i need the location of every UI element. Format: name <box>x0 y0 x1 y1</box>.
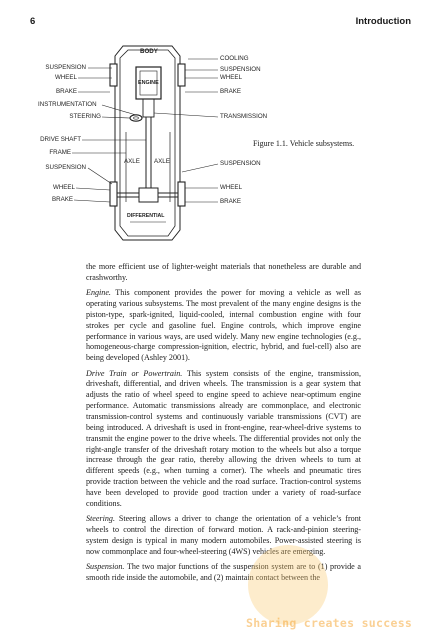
front-left-wheel <box>110 64 117 86</box>
label-axle-right: AXLE <box>154 158 170 165</box>
paragraph-lead: Steering. <box>86 514 115 524</box>
label-body: BODY <box>140 48 158 55</box>
figure-caption: Figure 1.1. Vehicle subsystems. <box>253 139 355 148</box>
transmission-box <box>143 99 154 117</box>
label-frame: FRAME <box>49 149 71 156</box>
paragraph-lead: Engine. <box>86 288 111 298</box>
page-number: 6 <box>30 16 36 27</box>
watermark-text: Sharing creates success <box>246 616 413 630</box>
label-brake-front-right: BRAKE <box>220 88 241 95</box>
paragraph-drive-train: Drive Train or Powertrain. This system consists of the engine, transmission, driveshaft, differential, and driven wheels. The transmission is a gear system that adjusts the ratio of wheel speed to engine speed to achieve near-optimum engine performance. Automatic transmissions already are commonplace, and electronic transmission-control systems and continuously variable transmissions (CVT) are being introduced. A driveshaft is used in front-engine, rear-wheel-drive systems to transmit the engine power to the drive wheels. The differential provides not only the right-angle transfer of the driveshaft rotary motion to the wheels but also a torque increase through the gear ratio, thereby allowing the driven wheels to turn at different speeds (e.g., when turning a corner). The wheels and pneumatic tires provide traction between the vehicle and the road surface. Traction-control systems have been developed to provide good traction under a variety of road-surface conditions. <box>86 368 361 508</box>
label-brake-rear-left: BRAKE <box>52 196 73 203</box>
paragraph-steering: Steering. Steering allows a driver to change the orientation of a vehicle’s front wheels to control the direction of forward motion. A rack-and-pinion steering-system design is typical in many modern automobiles. Power-assisted steering is now commonplace and four-wheel-steering (4WS) vehicles are emerging. <box>86 514 361 556</box>
paragraph-suspension: Suspension. The two major functions of the suspension system are to (1) provide a smooth ride inside the automobile, and (2) maintain contact between the <box>86 561 361 582</box>
label-brake-front-left: BRAKE <box>56 88 77 95</box>
label-suspension-front-left: SUSPENSION <box>45 64 86 71</box>
label-wheel-front-left: WHEEL <box>54 74 77 81</box>
body-text <box>86 262 361 588</box>
rear-left-wheel <box>110 182 117 206</box>
paragraph-engine: Engine. This component provides the power for moving a vehicle as well as operating various subsystems. The most prevalent of the many engine designs is the piston-type, spark-ignited, liquid-cooled, internal combustion engine with four strokes per cycle and gasoline fuel. Engine controls, which improve engine performance in various ways, are used widely. Many new engine technologies (e.g., homogeneous-charge compression-ignition, electric, hybrid, and fuel-cell) also are being developed (Ashley 2001). <box>86 288 361 363</box>
steering-wheel <box>130 115 142 121</box>
label-drive-shaft: DRIVE SHAFT <box>40 136 81 143</box>
label-suspension-rear-left: SUSPENSION <box>45 164 86 171</box>
paragraph: the more efficient use of lighter-weight materials that nonetheless are durable and crashworthy. <box>86 262 361 282</box>
label-wheel-rear-right: WHEEL <box>220 184 243 191</box>
chapter-title: Introduction <box>355 16 411 27</box>
differential-box <box>139 188 158 202</box>
paragraph-lead: Drive Train or Powertrain. <box>86 368 183 378</box>
label-axle-left: AXLE <box>124 158 140 165</box>
vehicle-subsystems-figure <box>30 22 280 254</box>
watermark-logo <box>248 545 328 625</box>
label-instrumentation: INSTRUMENTATION <box>38 101 97 108</box>
label-differential: DIFFERENTIAL <box>127 213 165 219</box>
label-wheel-rear-left: WHEEL <box>52 184 75 191</box>
label-brake-rear-right: BRAKE <box>220 198 241 205</box>
paragraph-lead: Suspension. <box>86 561 125 571</box>
label-engine: ENGINE <box>138 80 159 86</box>
label-steering: STEERING <box>69 113 101 120</box>
label-suspension-rear-right: SUSPENSION <box>220 160 261 167</box>
label-transmission: TRANSMISSION <box>220 113 268 120</box>
label-wheel-front-right: WHEEL <box>220 74 243 81</box>
label-suspension-front-right: SUSPENSION <box>220 66 261 73</box>
rear-right-wheel <box>178 182 185 206</box>
front-right-wheel <box>178 64 185 86</box>
label-cooling: COOLING <box>220 55 249 62</box>
